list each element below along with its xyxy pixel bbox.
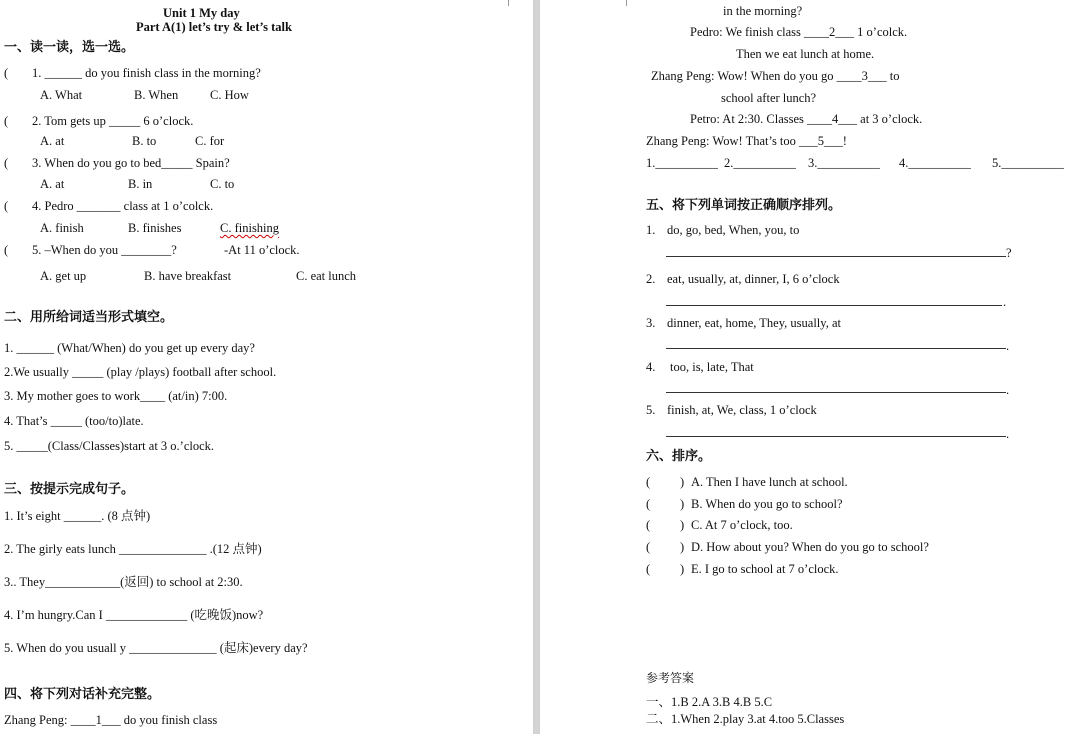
- answer-key-line: 一、1.B 2.A 3.B 4.B 5.C: [646, 695, 773, 709]
- option-c: C. for: [195, 134, 225, 148]
- answer-line: [666, 392, 1006, 393]
- order-item: A. Then I have lunch at school.: [691, 475, 848, 489]
- option-a: A. get up: [40, 269, 87, 283]
- order-item: C. At 7 o’clock, too.: [691, 518, 793, 532]
- answer-paren-open: (: [646, 518, 651, 532]
- complete-item: 2. The girly eats lunch ______________ .(12 点钟): [4, 542, 262, 556]
- question-text: 4. Pedro _______ class at 1 o’colck.: [32, 199, 214, 213]
- fill-item: 5. _____(Class/Classes)start at 3 o.’clock.: [4, 439, 215, 453]
- answer-line: [666, 436, 1006, 437]
- dialog-line: Zhang Peng: Wow! That’s too ___5___!: [646, 134, 847, 148]
- word-list: finish, at, We, class, 1 o’clock: [667, 403, 817, 417]
- fill-item: 1. ______ (What/When) do you get up every day?: [4, 341, 255, 355]
- option-a: A. finish: [40, 221, 84, 235]
- question-text: 2. Tom gets up _____ 6 o’clock.: [32, 114, 194, 128]
- answer-blank: 4.__________: [899, 156, 971, 170]
- section-2-heading: 二、用所给词适当形式填空。: [4, 310, 174, 325]
- answer-line: [666, 348, 1006, 349]
- answer-paren-close: ): [680, 518, 685, 532]
- answer-paren-open: (: [646, 497, 651, 511]
- complete-item: 3.. They____________(返回) to school at 2:30.: [4, 575, 243, 589]
- unit-title: Unit 1 My day: [163, 6, 240, 20]
- option-c: C. eat lunch: [296, 269, 357, 283]
- dialog-line: Petro: At 2:30. Classes ____4___ at 3 o’clock.: [690, 112, 923, 126]
- dialog-line: in the morning?: [723, 4, 803, 18]
- question-text: 5. –When do you ________?: [32, 243, 177, 257]
- section-5-heading: 五、将下列单词按正确顺序排列。: [646, 198, 842, 213]
- answer-paren-open: (: [646, 562, 651, 576]
- fill-item: 4. That’s _____ (too/to)late.: [4, 414, 144, 428]
- item-number: 1.: [646, 223, 656, 237]
- answer-line: [666, 305, 1002, 306]
- answer-paren-close: ): [680, 540, 685, 554]
- option-b: B. finishes: [128, 221, 182, 235]
- answer-paren-close: ): [680, 562, 685, 576]
- end-mark: .: [1006, 427, 1010, 441]
- answer-paren-close: ): [680, 497, 685, 511]
- item-number: 5.: [646, 403, 656, 417]
- page-corner-mark: [626, 0, 627, 6]
- option-b: B. in: [128, 177, 153, 191]
- answer-key-line: 二、1.When 2.play 3.at 4.too 5.Classes: [646, 712, 845, 726]
- answer-paren-open: (: [4, 243, 9, 257]
- end-mark: .: [1003, 295, 1007, 309]
- answer-paren-open: (: [646, 475, 651, 489]
- option-a: A. at: [40, 134, 65, 148]
- word-list: do, go, bed, When, you, to: [667, 223, 800, 237]
- answer-paren-open: (: [4, 66, 9, 80]
- option-c: C. finishing: [220, 221, 280, 235]
- section-1-heading: 一、读一读，选一选。: [4, 40, 135, 55]
- word-list: eat, usually, at, dinner, I, 6 o’clock: [667, 272, 840, 286]
- complete-item: 5. When do you usuall y ______________ (起床)every day?: [4, 641, 308, 655]
- dialog-line: Zhang Peng: Wow! When do you go ____3___ to: [651, 69, 900, 83]
- question-text: 1. ______ do you finish class in the morning?: [32, 66, 261, 80]
- document-page-right: [539, 0, 1080, 734]
- fill-item: 2.We usually _____ (play /plays) football after school.: [4, 365, 277, 379]
- item-number: 3.: [646, 316, 656, 330]
- word-list: too, is, late, That: [670, 360, 754, 374]
- answer-paren-close: ): [680, 475, 685, 489]
- answer-paren-open: (: [4, 199, 9, 213]
- answer-paren-open: (: [4, 114, 9, 128]
- section-6-heading: 六、排序。: [646, 449, 712, 464]
- answer-paren-open: (: [646, 540, 651, 554]
- dialog-line: Pedro: We finish class ____2___ 1 o’colck.: [690, 25, 908, 39]
- page-corner-mark: [508, 0, 509, 6]
- item-number: 4.: [646, 360, 656, 374]
- option-a: A. What: [40, 88, 83, 102]
- answer-blank: 5.__________: [992, 156, 1064, 170]
- question-answer-hint: -At 11 o’clock.: [224, 243, 300, 257]
- dialog-line: Zhang Peng: ____1___ do you finish class: [4, 713, 218, 727]
- option-c: C. to: [210, 177, 235, 191]
- section-4-heading: 四、将下列对话补充完整。: [4, 687, 161, 702]
- answer-paren-open: (: [4, 156, 9, 170]
- option-b: B. When: [134, 88, 179, 102]
- question-text: 3. When do you go to bed_____ Spain?: [32, 156, 230, 170]
- option-a: A. at: [40, 177, 65, 191]
- end-mark: ?: [1006, 246, 1012, 260]
- fill-item: 3. My mother goes to work____ (at/in) 7:00.: [4, 389, 228, 403]
- answer-key-heading: 参考答案: [646, 671, 695, 685]
- item-number: 2.: [646, 272, 656, 286]
- order-item: E. I go to school at 7 o’clock.: [691, 562, 839, 576]
- answer-blank: 3.__________: [808, 156, 880, 170]
- part-title: Part A(1) let’s try & let’s talk: [136, 20, 292, 34]
- answer-blank: 1.__________: [646, 156, 718, 170]
- order-item: B. When do you go to school?: [691, 497, 843, 511]
- end-mark: .: [1006, 383, 1010, 397]
- answer-line: [666, 256, 1006, 257]
- document-page-left: [0, 0, 534, 734]
- order-item: D. How about you? When do you go to school?: [691, 540, 929, 554]
- complete-item: 1. It’s eight ______. (8 点钟): [4, 509, 151, 523]
- end-mark: .: [1006, 339, 1010, 353]
- dialog-line: Then we eat lunch at home.: [736, 47, 875, 61]
- complete-item: 4. I’m hungry.Can I _____________ (吃晚饭)now?: [4, 608, 264, 622]
- answer-blank: 2.__________: [724, 156, 796, 170]
- option-b: B. to: [132, 134, 157, 148]
- option-b: B. have breakfast: [144, 269, 232, 283]
- option-c: C. How: [210, 88, 249, 102]
- section-3-heading: 三、按提示完成句子。: [4, 482, 135, 497]
- word-list: dinner, eat, home, They, usually, at: [667, 316, 841, 330]
- dialog-line: school after lunch?: [721, 91, 817, 105]
